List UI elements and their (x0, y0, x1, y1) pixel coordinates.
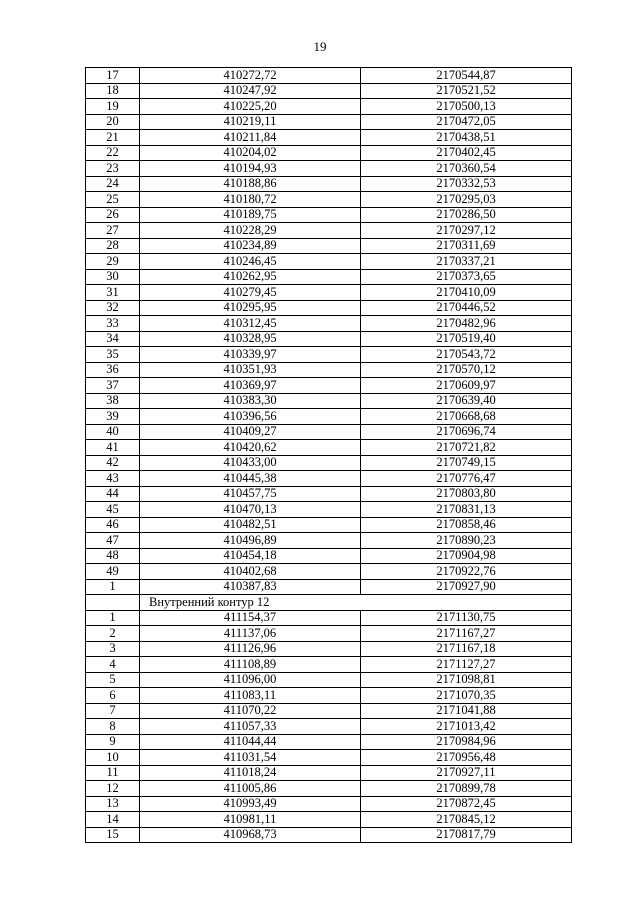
x-coordinate-cell: 410420,62 (140, 440, 361, 456)
table-row (86, 331, 572, 347)
x-coordinate-cell: 411154,37 (140, 610, 361, 626)
x-coordinate-cell: 410189,75 (140, 207, 361, 223)
x-coordinate-cell: 410180,72 (140, 192, 361, 208)
y-coordinate-cell: 2170609,97 (361, 378, 572, 394)
table-row (86, 440, 572, 456)
point-number-cell: 6 (86, 688, 140, 704)
point-number-cell: 18 (86, 83, 140, 99)
x-coordinate-cell: 410457,75 (140, 486, 361, 502)
x-coordinate-cell: 411096,00 (140, 672, 361, 688)
x-coordinate-cell: 410272,72 (140, 68, 361, 84)
y-coordinate-cell: 2170696,74 (361, 424, 572, 440)
table-row (86, 207, 572, 223)
y-coordinate-cell: 2170286,50 (361, 207, 572, 223)
contour-b-rows (86, 610, 572, 843)
table-row (86, 362, 572, 378)
x-coordinate-cell: 410496,89 (140, 533, 361, 549)
y-coordinate-cell: 2170927,11 (361, 765, 572, 781)
point-number-cell: 23 (86, 161, 140, 177)
y-coordinate-cell: 2170817,79 (361, 827, 572, 843)
y-coordinate-cell: 2171167,18 (361, 641, 572, 657)
point-number-cell: 8 (86, 719, 140, 735)
point-number-cell: 34 (86, 331, 140, 347)
point-number-cell: 43 (86, 471, 140, 487)
point-number-cell: 42 (86, 455, 140, 471)
coordinates-table (85, 67, 572, 843)
y-coordinate-cell: 2170922,76 (361, 564, 572, 580)
y-coordinate-cell: 2170721,82 (361, 440, 572, 456)
point-number-cell: 17 (86, 68, 140, 84)
point-number-cell: 21 (86, 130, 140, 146)
page-number: 19 (313, 39, 327, 54)
table-row (86, 130, 572, 146)
y-coordinate-cell: 2170984,96 (361, 734, 572, 750)
x-coordinate-cell: 410968,73 (140, 827, 361, 843)
table-row (86, 626, 572, 642)
y-coordinate-cell: 2170295,03 (361, 192, 572, 208)
table-row (86, 765, 572, 781)
point-number-cell: 40 (86, 424, 140, 440)
y-coordinate-cell: 2171167,27 (361, 626, 572, 642)
x-coordinate-cell: 410339,97 (140, 347, 361, 363)
x-coordinate-cell: 410225,20 (140, 99, 361, 115)
point-number-cell: 12 (86, 781, 140, 797)
table-row (86, 796, 572, 812)
x-coordinate-cell: 411083,11 (140, 688, 361, 704)
point-number-cell: 39 (86, 409, 140, 425)
point-number-cell: 46 (86, 517, 140, 533)
x-coordinate-cell: 411070,22 (140, 703, 361, 719)
table-row (86, 99, 572, 115)
y-coordinate-cell: 2171070,35 (361, 688, 572, 704)
x-coordinate-cell: 410402,68 (140, 564, 361, 580)
y-coordinate-cell: 2170858,46 (361, 517, 572, 533)
table-row (86, 517, 572, 533)
y-coordinate-cell: 2170373,65 (361, 269, 572, 285)
x-coordinate-cell: 410194,93 (140, 161, 361, 177)
table-row (86, 750, 572, 766)
y-coordinate-cell: 2170521,52 (361, 83, 572, 99)
point-number-cell: 10 (86, 750, 140, 766)
point-number-cell: 44 (86, 486, 140, 502)
x-coordinate-cell: 410482,51 (140, 517, 361, 533)
x-coordinate-cell: 410279,45 (140, 285, 361, 301)
table-row (86, 192, 572, 208)
table-row (86, 672, 572, 688)
table-row (86, 347, 572, 363)
table-row (86, 269, 572, 285)
table-row (86, 486, 572, 502)
y-coordinate-cell: 2170360,54 (361, 161, 572, 177)
point-number-cell: 1 (86, 610, 140, 626)
section-title: Внутренний контур 12 (140, 595, 572, 611)
y-coordinate-cell: 2171130,75 (361, 610, 572, 626)
point-number-cell: 2 (86, 626, 140, 642)
table-row (86, 176, 572, 192)
point-number-cell: 20 (86, 114, 140, 130)
x-coordinate-cell: 410219,11 (140, 114, 361, 130)
table-row (86, 812, 572, 828)
table-row (86, 548, 572, 564)
point-number-cell: 25 (86, 192, 140, 208)
table-row (86, 579, 572, 595)
x-coordinate-cell: 411018,24 (140, 765, 361, 781)
y-coordinate-cell: 2171098,81 (361, 672, 572, 688)
x-coordinate-cell: 410328,95 (140, 331, 361, 347)
x-coordinate-cell: 410993,49 (140, 796, 361, 812)
y-coordinate-cell: 2170899,78 (361, 781, 572, 797)
x-coordinate-cell: 410470,13 (140, 502, 361, 518)
y-coordinate-cell: 2170472,05 (361, 114, 572, 130)
point-number-cell: 15 (86, 827, 140, 843)
point-number-cell: 26 (86, 207, 140, 223)
table-row (86, 610, 572, 626)
x-coordinate-cell: 410295,95 (140, 300, 361, 316)
y-coordinate-cell: 2170776,47 (361, 471, 572, 487)
x-coordinate-cell: 410433,00 (140, 455, 361, 471)
table-row (86, 145, 572, 161)
point-number-cell: 27 (86, 223, 140, 239)
y-coordinate-cell: 2170890,23 (361, 533, 572, 549)
table-row (86, 502, 572, 518)
contour-a-rows (86, 68, 572, 595)
table-row (86, 393, 572, 409)
point-number-cell: 49 (86, 564, 140, 580)
table-row (86, 719, 572, 735)
table-row (86, 703, 572, 719)
table-row (86, 238, 572, 254)
table-row (86, 781, 572, 797)
y-coordinate-cell: 2170543,72 (361, 347, 572, 363)
table-row (86, 285, 572, 301)
y-coordinate-cell: 2170337,21 (361, 254, 572, 270)
point-number-cell: 32 (86, 300, 140, 316)
point-number-cell: 36 (86, 362, 140, 378)
x-coordinate-cell: 410387,83 (140, 579, 361, 595)
x-coordinate-cell: 410351,93 (140, 362, 361, 378)
table-row (86, 424, 572, 440)
point-number-cell: 7 (86, 703, 140, 719)
point-number-cell: 28 (86, 238, 140, 254)
point-number-cell: 24 (86, 176, 140, 192)
point-number-cell: 48 (86, 548, 140, 564)
x-coordinate-cell: 411005,86 (140, 781, 361, 797)
x-coordinate-cell: 410396,56 (140, 409, 361, 425)
x-coordinate-cell: 410228,29 (140, 223, 361, 239)
table-row (86, 223, 572, 239)
point-number-cell: 9 (86, 734, 140, 750)
section-title-empty-cell (86, 595, 140, 611)
table-row (86, 471, 572, 487)
y-coordinate-cell: 2170639,40 (361, 393, 572, 409)
point-number-cell: 31 (86, 285, 140, 301)
x-coordinate-cell: 411044,44 (140, 734, 361, 750)
x-coordinate-cell: 410247,92 (140, 83, 361, 99)
y-coordinate-cell: 2170402,45 (361, 145, 572, 161)
x-coordinate-cell: 410981,11 (140, 812, 361, 828)
table-row (86, 734, 572, 750)
x-coordinate-cell: 410369,97 (140, 378, 361, 394)
point-number-cell: 35 (86, 347, 140, 363)
table-row (86, 564, 572, 580)
x-coordinate-cell: 410409,27 (140, 424, 361, 440)
point-number-cell: 22 (86, 145, 140, 161)
point-number-cell: 4 (86, 657, 140, 673)
table-row (86, 641, 572, 657)
table-row (86, 378, 572, 394)
x-coordinate-cell: 411108,89 (140, 657, 361, 673)
y-coordinate-cell: 2170297,12 (361, 223, 572, 239)
table-row (86, 657, 572, 673)
x-coordinate-cell: 410234,89 (140, 238, 361, 254)
table-row (86, 827, 572, 843)
table-row (86, 254, 572, 270)
y-coordinate-cell: 2170956,48 (361, 750, 572, 766)
x-coordinate-cell: 410211,84 (140, 130, 361, 146)
x-coordinate-cell: 410262,95 (140, 269, 361, 285)
y-coordinate-cell: 2170845,12 (361, 812, 572, 828)
table-row (86, 83, 572, 99)
y-coordinate-cell: 2171013,42 (361, 719, 572, 735)
x-coordinate-cell: 411137,06 (140, 626, 361, 642)
table-row (86, 533, 572, 549)
table-row (86, 161, 572, 177)
y-coordinate-cell: 2170410,09 (361, 285, 572, 301)
point-number-cell: 5 (86, 672, 140, 688)
point-number-cell: 45 (86, 502, 140, 518)
table-row (86, 688, 572, 704)
y-coordinate-cell: 2170500,13 (361, 99, 572, 115)
table-row (86, 300, 572, 316)
y-coordinate-cell: 2170544,87 (361, 68, 572, 84)
y-coordinate-cell: 2170668,68 (361, 409, 572, 425)
y-coordinate-cell: 2170831,13 (361, 502, 572, 518)
y-coordinate-cell: 2170519,40 (361, 331, 572, 347)
point-number-cell: 47 (86, 533, 140, 549)
y-coordinate-cell: 2170482,96 (361, 316, 572, 332)
y-coordinate-cell: 2170332,53 (361, 176, 572, 192)
y-coordinate-cell: 2170749,15 (361, 455, 572, 471)
table-row (86, 409, 572, 425)
x-coordinate-cell: 411126,96 (140, 641, 361, 657)
point-number-cell: 30 (86, 269, 140, 285)
table-row (86, 316, 572, 332)
y-coordinate-cell: 2170872,45 (361, 796, 572, 812)
y-coordinate-cell: 2170927,90 (361, 579, 572, 595)
table-row (86, 455, 572, 471)
x-coordinate-cell: 410204,02 (140, 145, 361, 161)
point-number-cell: 41 (86, 440, 140, 456)
y-coordinate-cell: 2170904,98 (361, 548, 572, 564)
x-coordinate-cell: 410454,18 (140, 548, 361, 564)
x-coordinate-cell: 410188,86 (140, 176, 361, 192)
point-number-cell: 11 (86, 765, 140, 781)
y-coordinate-cell: 2170803,80 (361, 486, 572, 502)
y-coordinate-cell: 2170438,51 (361, 130, 572, 146)
y-coordinate-cell: 2170570,12 (361, 362, 572, 378)
point-number-cell: 37 (86, 378, 140, 394)
point-number-cell: 1 (86, 579, 140, 595)
y-coordinate-cell: 2170311,69 (361, 238, 572, 254)
point-number-cell: 38 (86, 393, 140, 409)
x-coordinate-cell: 411057,33 (140, 719, 361, 735)
point-number-cell: 3 (86, 641, 140, 657)
x-coordinate-cell: 410246,45 (140, 254, 361, 270)
table-row (86, 68, 572, 84)
x-coordinate-cell: 411031,54 (140, 750, 361, 766)
x-coordinate-cell: 410445,38 (140, 471, 361, 487)
point-number-cell: 13 (86, 796, 140, 812)
table-row (86, 114, 572, 130)
point-number-cell: 29 (86, 254, 140, 270)
x-coordinate-cell: 410383,30 (140, 393, 361, 409)
x-coordinate-cell: 410312,45 (140, 316, 361, 332)
y-coordinate-cell: 2171127,27 (361, 657, 572, 673)
point-number-cell: 19 (86, 99, 140, 115)
y-coordinate-cell: 2171041,88 (361, 703, 572, 719)
contour-b-header (86, 595, 572, 611)
point-number-cell: 14 (86, 812, 140, 828)
point-number-cell: 33 (86, 316, 140, 332)
section-title-row (86, 595, 572, 611)
y-coordinate-cell: 2170446,52 (361, 300, 572, 316)
